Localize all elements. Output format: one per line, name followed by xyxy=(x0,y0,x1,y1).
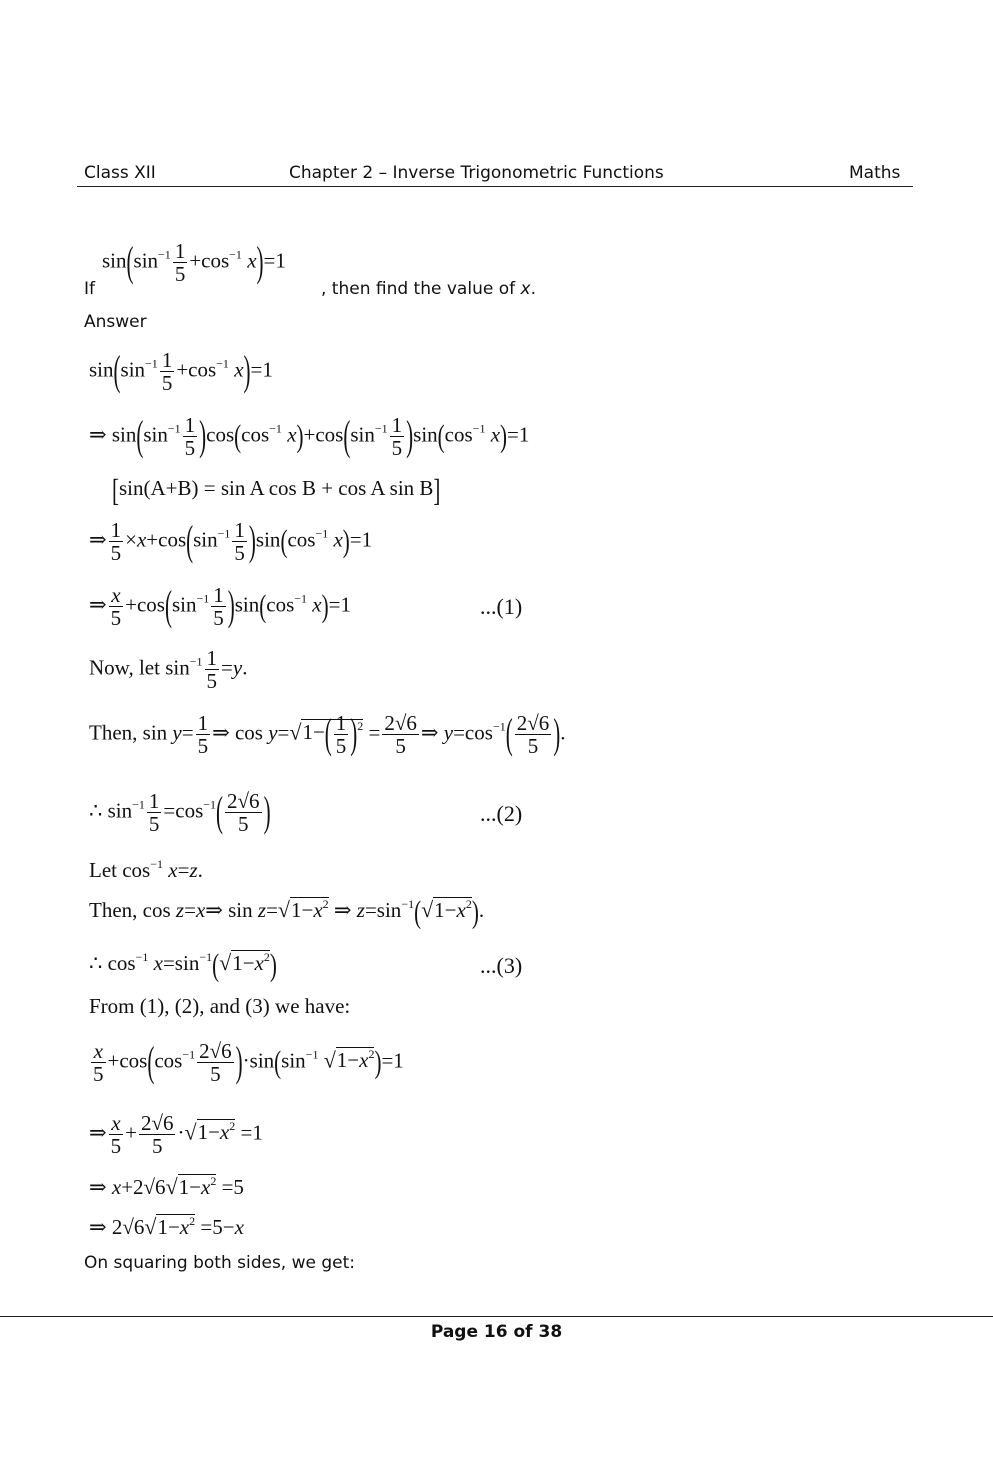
combine-text: From (1), (2), and (3) we have: xyxy=(89,994,351,1018)
step-3: ⇒ $\frac{1}{5}$ $\times x+\cos(\sin^{-1}$ $\frac{1}{5}$ )$\sin(\cos^{-1}$ x)=1 xyxy=(89,516,373,566)
identity-note: [sin(A+B) = sin A cos B + cos A sin B] xyxy=(112,471,441,508)
step-4: ⇒ $\frac{x}{5}$ $+\cos(\sin^{-1}$ $\frac{1}{5}$ )$\sin(\cos^{-1}$ x)=1 xyxy=(89,581,351,631)
simplified-3: ⇒ $2√6√1-x^2 =5-x$ xyxy=(89,1214,244,1239)
question-text: , then find the value of x. xyxy=(321,279,536,299)
simplified-2: ⇒ $x+2√6√1-x^2 =5$ xyxy=(89,1174,244,1199)
simplified-1: ⇒ $\frac{x}{5}$ + $\frac{2√6}{5}$ $\cdot√1-x^2 =1$ xyxy=(89,1111,263,1159)
closing-text: On squaring both sides, we get: xyxy=(84,1253,356,1273)
page-number: Page 16 of 38 xyxy=(430,1322,563,1342)
eq-number-3: ...(3) xyxy=(480,953,523,978)
derive-cos-y: Then, sin y= $\frac{1}{5}$ ⇒ cos y=√1−( $\frac{1}{5}$ )$^2$ = $\frac{2√6}{5}$ ⇒ $y=\cos^{-1}$( $\frac{2√6}{5}$ ). xyxy=(89,709,566,759)
header-subject: Maths xyxy=(849,163,901,183)
derive-sin-z: Then, cos z=x⇒ $\sin z=√1-x^2$ ⇒ $z=\sin^{-1}(√1-x^2)$. xyxy=(89,893,485,930)
footer-rule xyxy=(0,1316,993,1317)
result-2: ∴ $\sin^{-1}$ $\frac{1}{5}$ $=\cos^{-1}$( $\frac{2√6}{5}$ ) xyxy=(89,787,271,837)
eq-number-2: ...(2) xyxy=(480,801,523,826)
eq-number-1: ...(1) xyxy=(480,594,523,619)
combined-equation: $\frac{x}{5}$ $+\cos(\cos^{-1}$ $\frac{2√6}{5}$ )$\cdot\sin(\sin^{-1}$ $√1-x^2)=1$ xyxy=(93,1037,404,1087)
substitution-y: Now, let $\sin^{-1}$ $\frac{1}{5}$ =y. xyxy=(89,646,248,694)
question-equation: $\sin(\sin^{-1}$ $\frac{1}{5}$ $+\cos^{-1}$ x)=1 xyxy=(102,237,286,287)
header-class: Class XII xyxy=(84,163,156,183)
answer-label: Answer xyxy=(84,312,147,332)
step-2: ⇒ $\sin(\sin^{-1}$ $\frac{1}{5}$ )$\cos(\cos^{-1}$ $x)+\cos(\sin^{-1}$ $\frac{1}{5}$ )$\sin(\cos^{-1}$ x)=1 xyxy=(89,411,530,461)
header-rule xyxy=(77,186,913,187)
header-chapter: Chapter 2 – Inverse Trigonometric Functions xyxy=(289,163,664,183)
substitution-z: Let $\cos^{-1} x=z$. xyxy=(89,857,203,882)
result-3: ∴ $\cos^{-1} x=\sin^{-1}(√1-x^2)$ xyxy=(89,946,277,983)
step-1: $\sin(\sin^{-1}$ $\frac{1}{5}$ $+\cos^{-1}$ x)=1 xyxy=(89,346,273,396)
question-prefix: If xyxy=(84,279,95,299)
